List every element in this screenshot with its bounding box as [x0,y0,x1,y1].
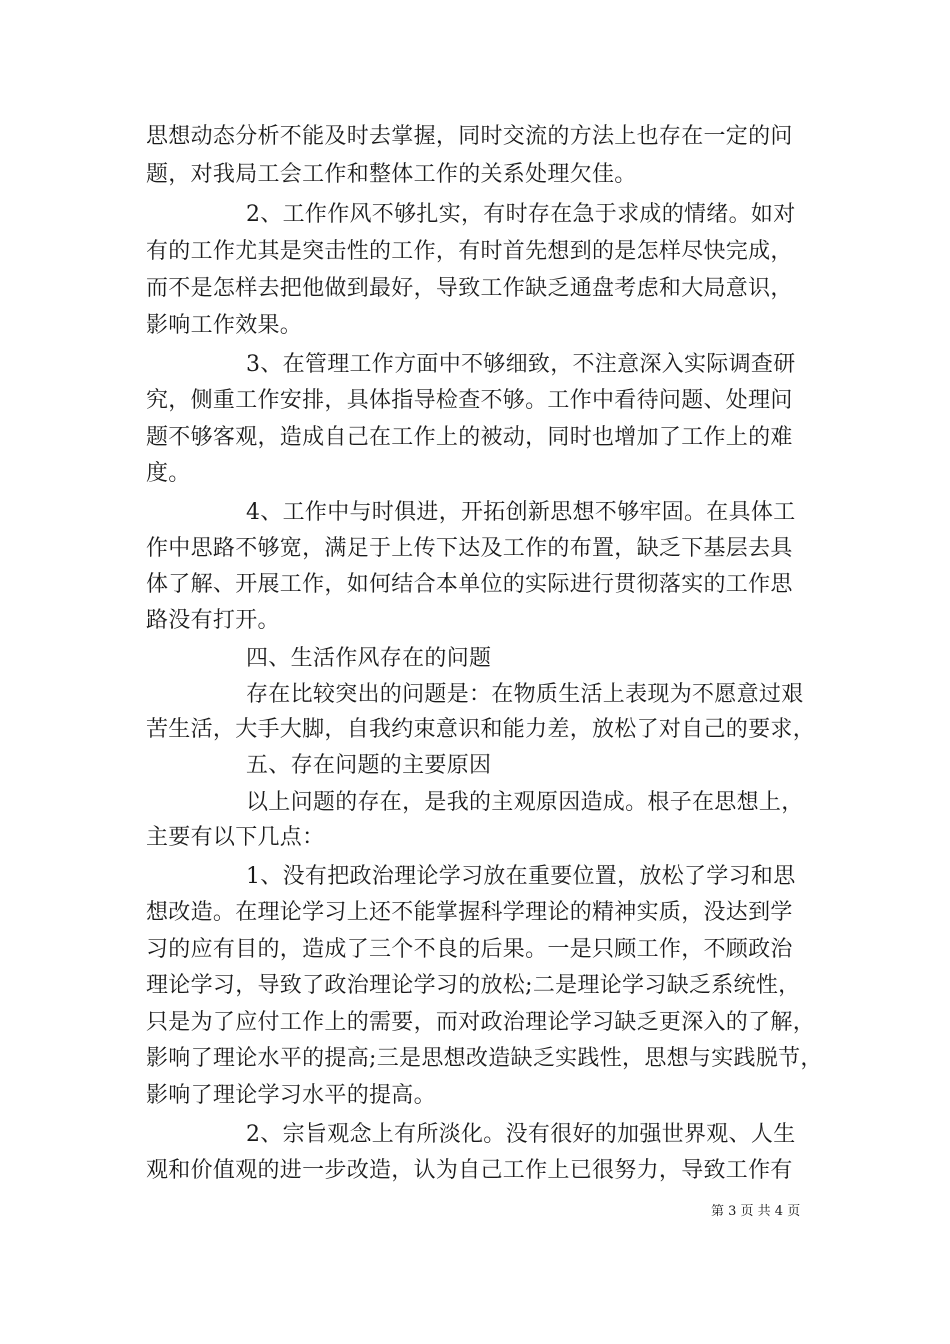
paragraph-start-line: 2、工作作风不够扎实，有时存在急于求成的情绪。如对 [246,202,796,227]
paragraph-start-line: 3、在管理工作方面中不够细致，不注意深入实际调查研 [246,352,796,377]
text-line: 苦生活，大手大脚，自我约束意识和能力差，放松了对自己的要求， [146,717,816,742]
page-number-footer: 第 3 页 共 4 页 [711,1204,801,1219]
text-line: 体了解、开展工作，如何结合本单位的实际进行贯彻落实的工作思 [146,572,793,597]
paragraph-start-line: 以上问题的存在，是我的主观原因造成。根子在思想上， [246,790,804,815]
text-line: 影响了理论学习水平的提高。 [146,1083,436,1108]
text-line: 习的应有目的，造成了三个不良的后果。一是只顾工作，不顾政治 [146,937,793,962]
text-line: 主要有以下几点： [146,825,325,850]
text-line: 观和价值观的进一步改造，认为自己工作上已很努力，导致工作有 [146,1158,793,1183]
text-line: 究，侧重工作安排，具体指导检查不够。工作中看待问题、处理问 [146,388,793,413]
text-line: 影响工作效果。 [146,313,303,338]
paragraph-start-line: 存在比较突出的问题是：在物质生活上表现为不愿意过艰 [246,682,804,707]
text-line: 而不是怎样去把他做到最好，导致工作缺乏通盘考虑和大局意识， [146,276,793,301]
text-line: 想改造。在理论学习上还不能掌握科学理论的精神实质，没达到学 [146,900,793,925]
text-line: 作中思路不够宽，满足于上传下达及工作的布置，缺乏下基层去具 [146,536,793,561]
text-line: 影响了理论水平的提高;三是思想改造缺乏实践性，思想与实践脱节， [146,1046,823,1071]
paragraph-start-line: 1、没有把政治理论学习放在重要位置，放松了学习和思 [246,864,796,889]
text-line: 有的工作尤其是突击性的工作，有时首先想到的是怎样尽快完成， [146,239,793,264]
paragraph-start-line: 2、宗旨观念上有所淡化。没有很好的加强世界观、人生 [246,1122,796,1147]
section-heading: 四、生活作风存在的问题 [246,646,492,671]
text-line: 只是为了应付工作上的需要，而对政治理论学习缺乏更深入的了解， [146,1010,816,1035]
paragraph-start-line: 4、工作中与时俱进，开拓创新思想不够牢固。在具体工 [246,500,796,525]
text-line: 思想动态分析不能及时去掌握，同时交流的方法上也存在一定的问 [146,124,793,149]
text-line: 度。 [146,461,191,486]
text-line: 路没有打开。 [146,608,280,633]
text-line: 题不够客观，造成自己在工作上的被动，同时也增加了工作上的难 [146,425,793,450]
text-line: 题，对我局工会工作和整体工作的关系处理欠佳。 [146,162,637,187]
text-line: 理论学习，导致了政治理论学习的放松;二是理论学习缺乏系统性， [146,973,801,998]
section-heading: 五、存在问题的主要原因 [246,753,492,778]
